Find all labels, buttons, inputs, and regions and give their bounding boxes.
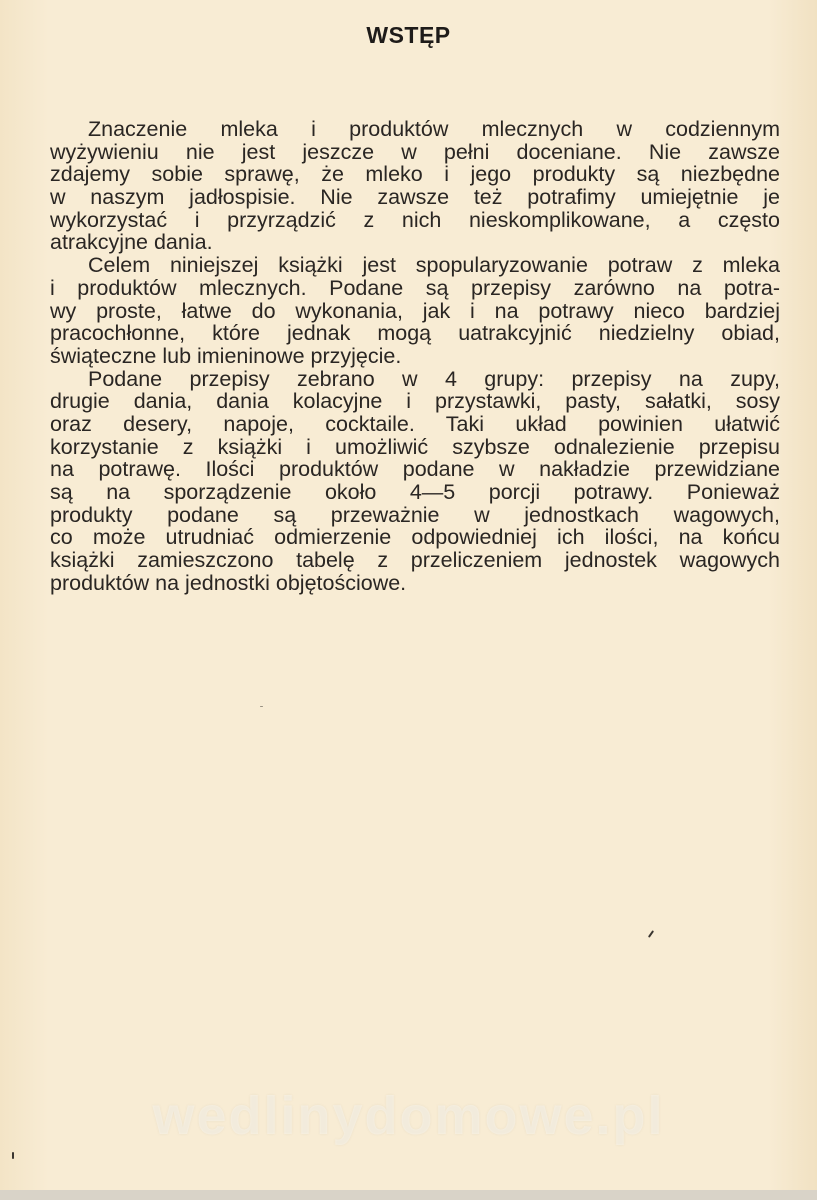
print-speck xyxy=(12,1152,14,1159)
page-title: WSTĘP xyxy=(366,22,451,48)
text-line: i produktów mlecznych. Podane są przepisy zarówno na potra- xyxy=(50,275,780,300)
text-line: atrakcyjne dania. xyxy=(50,230,213,255)
text-line: Znaczenie mleka i produktów mlecznych w codziennym xyxy=(88,117,780,141)
text-line: książki zamieszczono tabelę z przeliczeniem jednostek wagowych xyxy=(50,548,780,573)
text-line: drugie dania, dania kolacyjne i przystawki, pasty, sałatki, sosy xyxy=(50,389,780,414)
print-speck xyxy=(260,706,263,707)
text-line: świąteczne lub imieninowe przyjęcie. xyxy=(50,343,402,368)
text-line: na potrawę. Ilości produktów podane w nakładzie przewidziane xyxy=(50,457,780,482)
scan-edge xyxy=(0,1190,817,1200)
watermark: wedlinydomowe.pl xyxy=(152,1086,665,1146)
introduction-text xyxy=(50,118,780,594)
text-line: zdajemy sobie sprawę, że mleko i jego produkty są niezbędne xyxy=(50,162,780,187)
text-line: wykorzystać i przyrządzić z nich nieskomplikowane, a często xyxy=(50,207,780,232)
text-line: produkty podane są przeważnie w jednostkach wagowych, xyxy=(50,502,780,527)
text-line: wy proste, łatwe do wykonania, jak i na potrawy nieco bardziej xyxy=(50,298,780,323)
text-line: w naszym jadłospisie. Nie zawsze też potrafimy umiejętnie je xyxy=(50,185,780,210)
text-line: co może utrudniać odmierzenie odpowiedniej ich ilości, na końcu xyxy=(50,525,780,550)
text-line: Podane przepisy zebrano w 4 grupy: przepisy na zupy, xyxy=(88,366,780,391)
text-line: są na sporządzenie około 4—5 porcji potrawy. Ponieważ xyxy=(50,480,780,504)
text-line: korzystanie z książki i umożliwić szybsze odnalezienie przepisu xyxy=(50,434,780,459)
text-line: oraz desery, napoje, cocktaile. Taki układ powinien ułatwić xyxy=(50,411,780,436)
text-line: pracochłonne, które jednak mogą uatrakcyjnić niedzielny obiad, xyxy=(50,321,780,346)
text-line: wyżywieniu nie jest jeszcze w pełni doceniane. Nie zawsze xyxy=(50,139,780,164)
print-speck xyxy=(648,930,654,938)
text-line: produktów na jednostki objętościowe. xyxy=(50,570,407,595)
text-line: Celem niniejszej książki jest spopularyzowanie potraw z mleka xyxy=(88,253,780,278)
